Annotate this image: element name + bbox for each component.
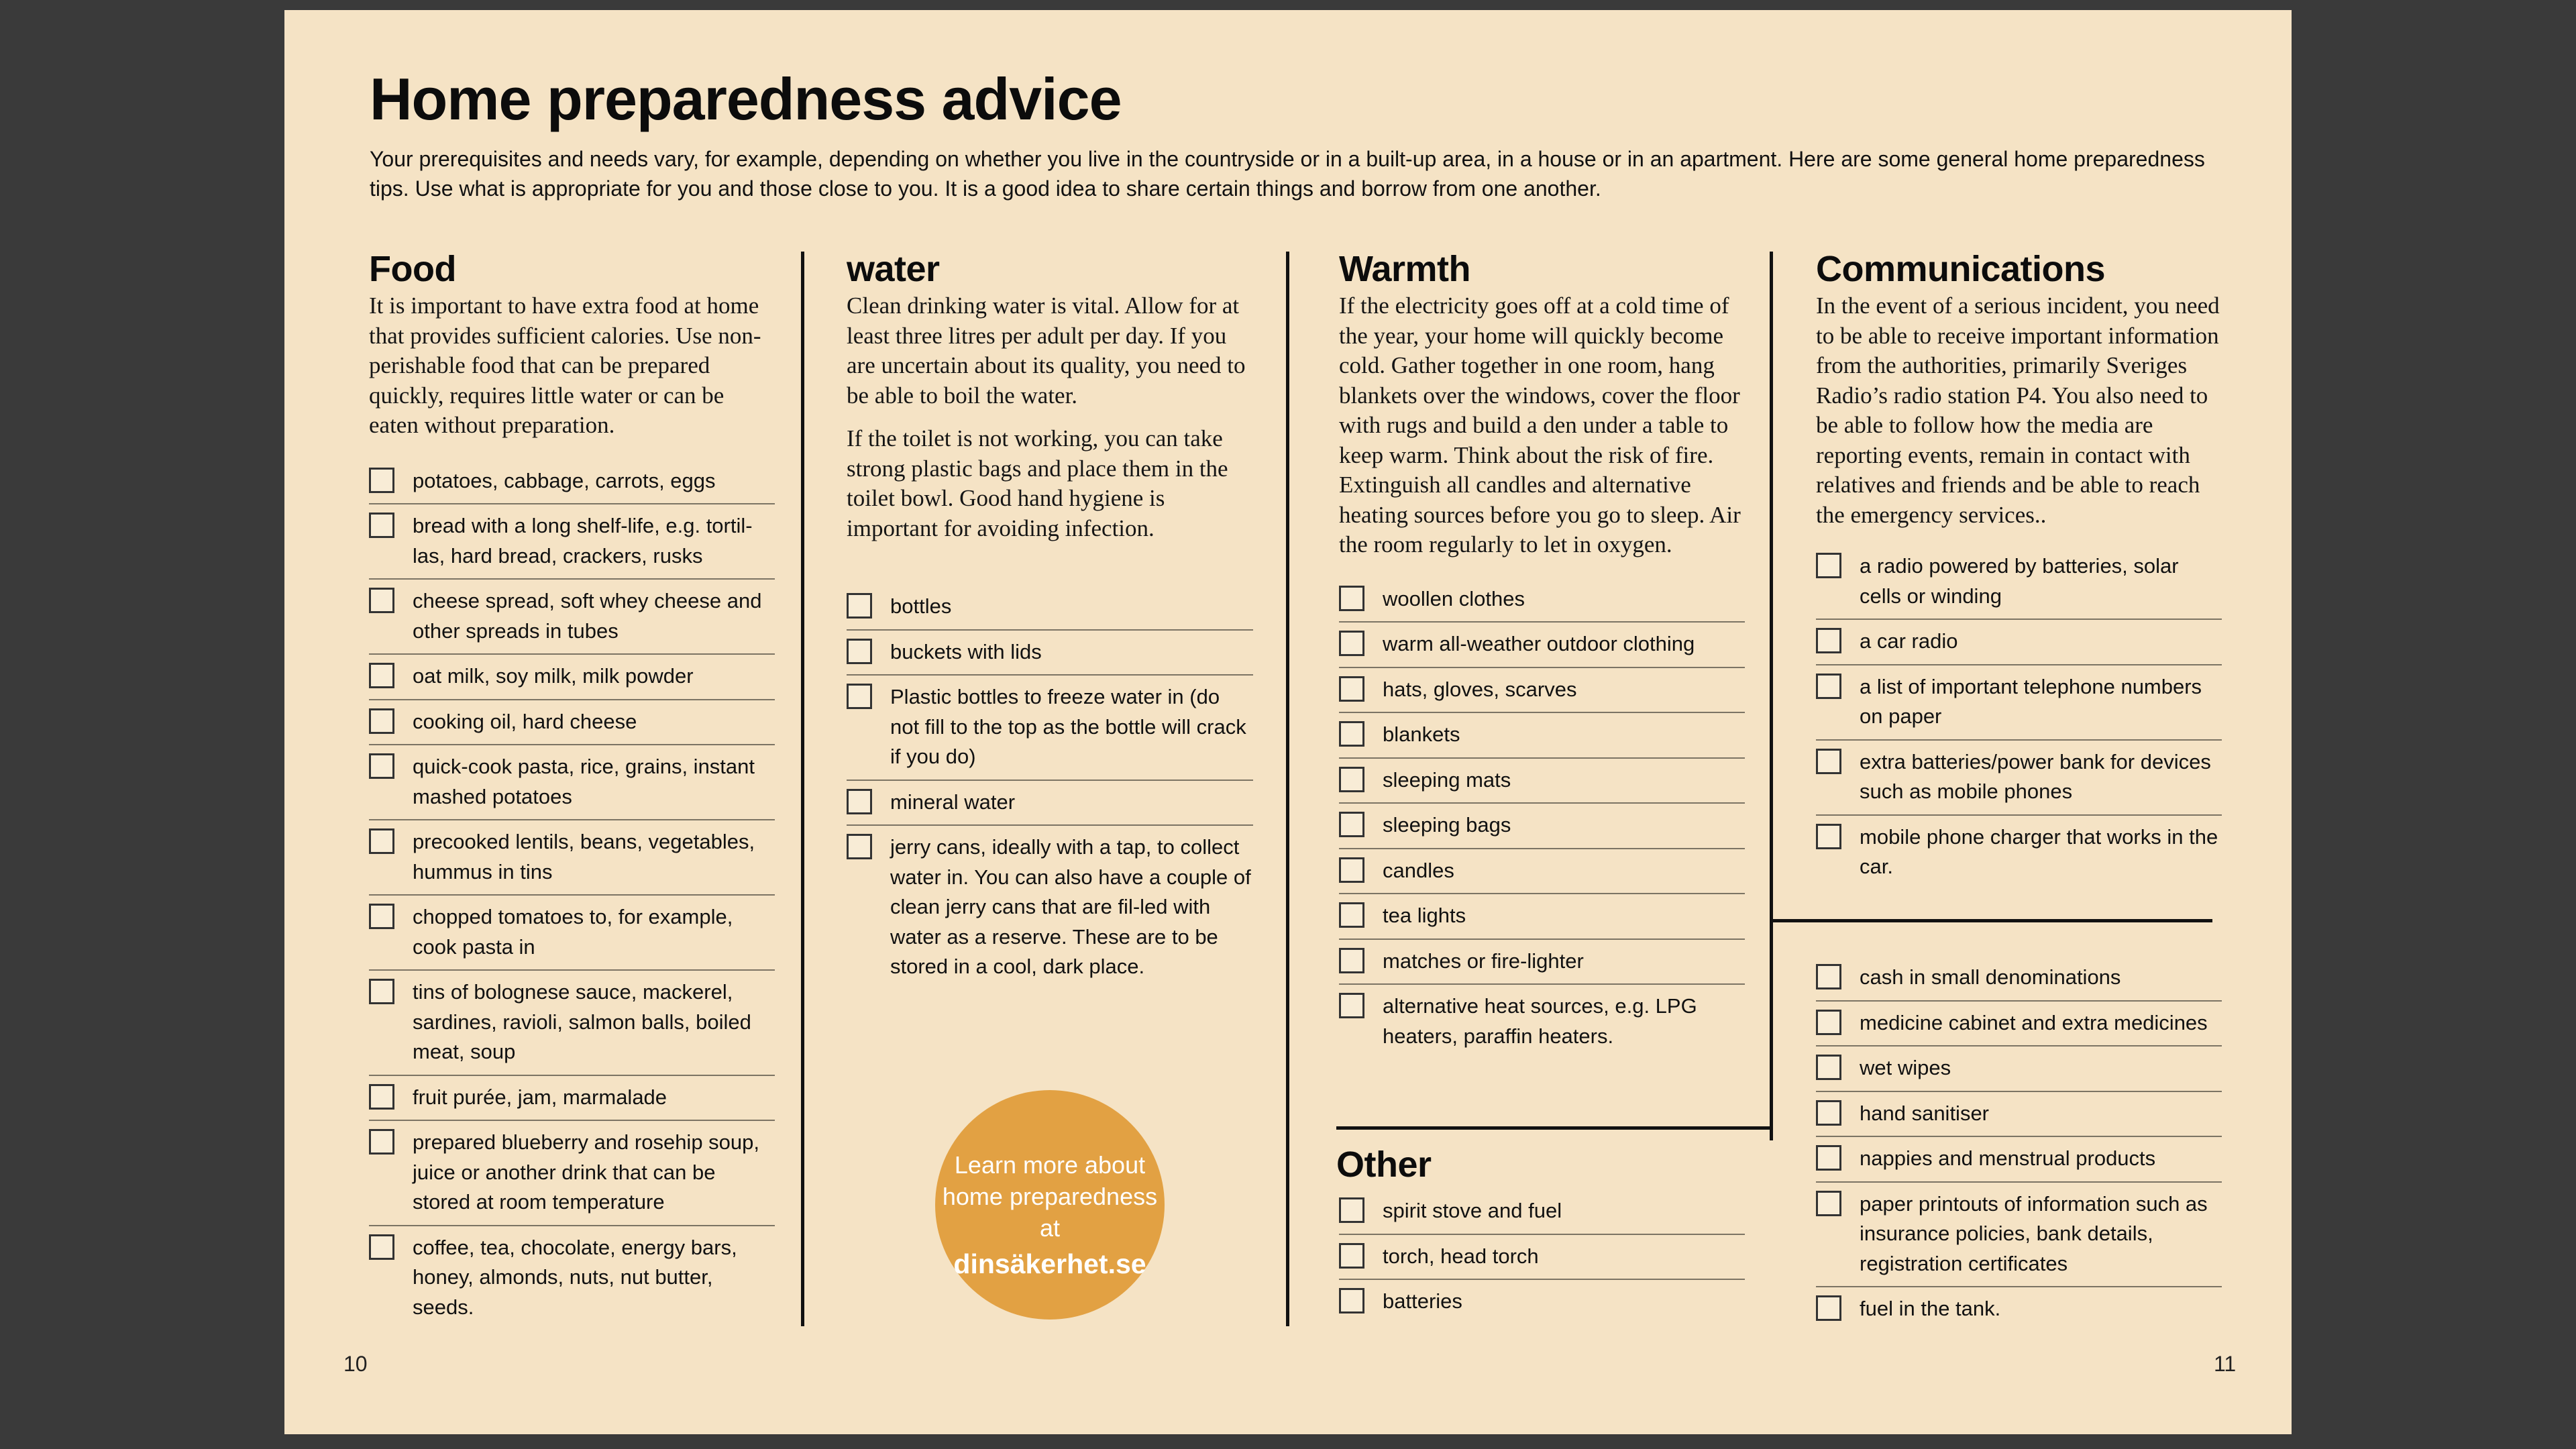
badge-line-1: Learn more about bbox=[954, 1151, 1146, 1179]
checklist-item-label: hats, gloves, scarves bbox=[1383, 677, 1577, 701]
warmth-section bbox=[1339, 248, 1745, 1059]
page-number-left: 10 bbox=[343, 1352, 368, 1376]
checkbox[interactable] bbox=[369, 979, 394, 1004]
checklist-item-label: paper printouts of information such as insurance policies, bank details, registration certificates bbox=[1860, 1191, 2208, 1275]
warmth-text: If the electricity goes off at a cold time of the year, your home will quickly become cold. Gather together in one room, hang blankets over the windows, cover the floor with rugs and build a den under a table to keep warm. Think about the risk of fire. Extinguish all candles and alternative heating sources before you go to sleep. Air the room regularly to let in oxygen. bbox=[1339, 292, 1741, 557]
other-section bbox=[1336, 1144, 1745, 1324]
checklist-item[interactable] bbox=[1816, 741, 2222, 816]
intro-text: Your prerequisites and needs vary, for example, depending on whether you live in the countryside or in a built-up area, in a house or in an apartment. Here are some general home preparedness tips. Use what is appropriate for you and those close to you. It is a good idea to share certain things and borrow from one another. bbox=[370, 147, 2205, 201]
checklist-item[interactable] bbox=[369, 460, 775, 505]
checklist-item[interactable] bbox=[847, 585, 1253, 631]
checklist-item-label: tins of bolognese sauce, mackerel, sardines, ravioli, salmon balls, boiled meat, soup bbox=[413, 980, 751, 1063]
checkbox[interactable] bbox=[1339, 721, 1364, 747]
checkbox[interactable] bbox=[1816, 1191, 1841, 1216]
checklist-item-label: oat milk, soy milk, milk powder bbox=[413, 664, 694, 688]
checklist-item-label: nappies and menstrual products bbox=[1860, 1146, 2156, 1170]
checkbox[interactable] bbox=[847, 834, 872, 859]
checklist-item-label: cooking oil, hard cheese bbox=[413, 709, 637, 733]
checklist-item-label: mobile phone charger that works in the car. bbox=[1860, 824, 2218, 878]
checklist-item-label: torch, head torch bbox=[1383, 1244, 1539, 1268]
checkbox[interactable] bbox=[1339, 857, 1364, 883]
communications-heading: Communications bbox=[1816, 249, 2106, 289]
checkbox[interactable] bbox=[1339, 1288, 1364, 1313]
checkbox[interactable] bbox=[1816, 964, 1841, 989]
checkbox[interactable] bbox=[369, 513, 394, 538]
water-section bbox=[847, 248, 1253, 989]
checklist-item[interactable] bbox=[1816, 1046, 2222, 1092]
other-top-rule bbox=[1336, 1126, 1773, 1130]
checklist-item[interactable] bbox=[847, 826, 1253, 989]
checkbox[interactable] bbox=[1816, 1010, 1841, 1035]
checkbox[interactable] bbox=[1339, 767, 1364, 792]
page-title: Home preparedness advice bbox=[370, 66, 1122, 132]
checklist-item-label: blankets bbox=[1383, 722, 1460, 746]
checkbox[interactable] bbox=[1816, 674, 1841, 699]
checklist-item-label: cash in small denominations bbox=[1860, 965, 2121, 989]
checklist-item-label: extra batteries/power bank for devices such as mobile phones bbox=[1860, 749, 2211, 803]
checklist-item[interactable] bbox=[847, 676, 1253, 781]
checklist-item[interactable] bbox=[1339, 1189, 1745, 1235]
checklist-item-label: fruit purée, jam, marmalade bbox=[413, 1085, 667, 1109]
brochure-spread bbox=[284, 10, 2292, 1434]
checkbox[interactable] bbox=[369, 1234, 394, 1260]
checklist-item[interactable] bbox=[1339, 578, 1745, 623]
checklist-item-label: sleeping mats bbox=[1383, 767, 1511, 792]
checklist-item[interactable] bbox=[369, 896, 775, 971]
checklist-item-label: quick-cook pasta, rice, grains, instant mashed potatoes bbox=[413, 755, 755, 808]
checkbox[interactable] bbox=[1816, 749, 1841, 774]
checklist-item-label: fuel in the tank. bbox=[1860, 1297, 2001, 1320]
checklist-item-label: bread with a long shelf-life, e.g. tortil-las, hard bread, crackers, rusks bbox=[413, 514, 753, 568]
page-number-right: 11 bbox=[2214, 1352, 2237, 1376]
checklist-item[interactable] bbox=[1816, 665, 2222, 741]
food-heading: Food bbox=[369, 249, 456, 289]
misc-section bbox=[1816, 956, 2222, 1332]
checklist-item[interactable] bbox=[1339, 985, 1745, 1059]
column-divider-3 bbox=[1770, 252, 1773, 1140]
checklist-item-label: a car radio bbox=[1860, 629, 1958, 653]
checklist-item[interactable] bbox=[1339, 713, 1745, 759]
checklist-item[interactable] bbox=[369, 1076, 775, 1122]
water-checklist bbox=[847, 585, 1253, 989]
checklist-item-label: woollen clothes bbox=[1383, 586, 1525, 610]
checkbox[interactable] bbox=[1816, 824, 1841, 849]
warmth-heading: Warmth bbox=[1339, 249, 1470, 289]
checklist-item[interactable] bbox=[1339, 668, 1745, 714]
checklist-item-label: hand sanitiser bbox=[1860, 1101, 1990, 1125]
checklist-item-label: potatoes, cabbage, carrots, eggs bbox=[413, 468, 716, 492]
checkbox[interactable] bbox=[847, 684, 872, 709]
checkbox[interactable] bbox=[847, 639, 872, 664]
checkbox[interactable] bbox=[1339, 676, 1364, 702]
learn-more-badge bbox=[935, 1090, 1165, 1320]
checklist-item-label: prepared blueberry and rosehip soup, juice or another drink that can be stored at room temperature bbox=[413, 1130, 760, 1214]
checklist-item[interactable] bbox=[369, 1121, 775, 1226]
checklist-item-label: bottles bbox=[890, 594, 952, 618]
water-text-2: If the toilet is not working, you can take strong plastic bags and place them in the toilet bowl. Good hand hygiene is important for avoiding infection. bbox=[847, 425, 1228, 541]
checklist-item[interactable] bbox=[1816, 1287, 2222, 1332]
checklist-item-label: wet wipes bbox=[1860, 1056, 1951, 1079]
checklist-item[interactable] bbox=[1339, 894, 1745, 940]
communications-checklist bbox=[1816, 545, 2222, 890]
checkbox[interactable] bbox=[847, 593, 872, 619]
food-checklist bbox=[369, 460, 775, 1330]
other-heading: Other bbox=[1336, 1144, 1432, 1185]
checklist-item[interactable] bbox=[1816, 816, 2222, 890]
checkbox[interactable] bbox=[847, 789, 872, 814]
checklist-item[interactable] bbox=[369, 745, 775, 820]
checklist-item[interactable] bbox=[369, 971, 775, 1076]
checklist-item[interactable] bbox=[1339, 940, 1745, 985]
checkbox[interactable] bbox=[1339, 902, 1364, 928]
communications-section bbox=[1816, 248, 2222, 890]
checkbox[interactable] bbox=[369, 828, 394, 854]
checklist-item[interactable] bbox=[1339, 1235, 1745, 1281]
checkbox[interactable] bbox=[1339, 586, 1364, 611]
checklist-item[interactable] bbox=[1339, 804, 1745, 849]
checklist-item-label: buckets with lids bbox=[890, 639, 1042, 663]
checkbox[interactable] bbox=[1339, 631, 1364, 656]
water-heading: water bbox=[847, 249, 940, 289]
checklist-item[interactable] bbox=[1339, 1280, 1745, 1324]
checkbox[interactable] bbox=[1339, 948, 1364, 973]
checkbox[interactable] bbox=[1816, 553, 1841, 578]
checklist-item-label: candles bbox=[1383, 858, 1454, 882]
checklist-item[interactable] bbox=[1816, 620, 2222, 665]
checklist-item[interactable] bbox=[847, 631, 1253, 676]
checklist-item-label: mineral water bbox=[890, 790, 1016, 814]
checklist-item-label: a list of important telephone numbers on paper bbox=[1860, 674, 2202, 728]
column-divider-1 bbox=[801, 252, 804, 1326]
checkbox[interactable] bbox=[369, 1084, 394, 1110]
food-text: It is important to have extra food at home that provides sufficient calories. Use non-perishable food that can be prepared quickly, requires little water or can be eaten without preparation. bbox=[369, 292, 761, 438]
checklist-item[interactable] bbox=[369, 580, 775, 655]
checklist-item[interactable] bbox=[1816, 1002, 2222, 1047]
checklist-item-label: a radio powered by batteries, solar cells or winding bbox=[1860, 554, 2179, 608]
checkbox[interactable] bbox=[1816, 628, 1841, 653]
checklist-item-label: spirit stove and fuel bbox=[1383, 1199, 1562, 1222]
checklist-item-label: alternative heat sources, e.g. LPG heaters, paraffin heaters. bbox=[1383, 994, 1697, 1048]
checkbox[interactable] bbox=[1816, 1145, 1841, 1171]
checklist-item-label: Plastic bottles to freeze water in (do not fill to the top as the bottle will crack if you do) bbox=[890, 685, 1246, 768]
checklist-item-label: jerry cans, ideally with a tap, to collect water in. You can also have a couple of clean jerry cans that are fil-led with water as a reserve. These are to be stored in a cool, dark place. bbox=[890, 835, 1251, 978]
checklist-item[interactable] bbox=[1339, 759, 1745, 804]
checklist-item[interactable] bbox=[847, 781, 1253, 826]
checklist-item[interactable] bbox=[369, 655, 775, 700]
checklist-item-label: medicine cabinet and extra medicines bbox=[1860, 1010, 2208, 1034]
badge-line-2: home preparedness bbox=[942, 1183, 1158, 1210]
checkbox[interactable] bbox=[369, 753, 394, 779]
checkbox[interactable] bbox=[1816, 1055, 1841, 1080]
checklist-item[interactable] bbox=[369, 700, 775, 746]
checklist-item-label: cheese spread, soft whey cheese and other spreads in tubes bbox=[413, 589, 762, 643]
checkbox[interactable] bbox=[1816, 1100, 1841, 1126]
checklist-item-label: batteries bbox=[1383, 1289, 1462, 1313]
checklist-item[interactable] bbox=[1339, 623, 1745, 668]
checklist-item-label: matches or fire-lighter bbox=[1383, 949, 1584, 973]
badge-url: dinsäkerhet.se bbox=[953, 1248, 1146, 1279]
checkbox[interactable] bbox=[1339, 993, 1364, 1018]
water-text-1: Clean drinking water is vital. Allow for at least three litres per adult per day. If you are uncertain about its quality, you need to be able to boil the water. bbox=[847, 292, 1246, 409]
misc-top-rule bbox=[1770, 919, 2212, 922]
checkbox[interactable] bbox=[369, 904, 394, 929]
checkbox[interactable] bbox=[369, 708, 394, 734]
checklist-item[interactable] bbox=[1339, 849, 1745, 895]
checkbox[interactable] bbox=[369, 1129, 394, 1155]
checkbox[interactable] bbox=[369, 468, 394, 493]
checkbox[interactable] bbox=[369, 663, 394, 688]
checklist-item[interactable] bbox=[1816, 545, 2222, 620]
checklist-item[interactable] bbox=[1816, 1183, 2222, 1288]
checkbox[interactable] bbox=[1816, 1295, 1841, 1321]
checklist-item[interactable] bbox=[369, 504, 775, 580]
checklist-item-label: sleeping bags bbox=[1383, 813, 1511, 837]
checklist-item-label: warm all-weather outdoor clothing bbox=[1383, 632, 1695, 655]
checkbox[interactable] bbox=[1339, 1243, 1364, 1269]
column-divider-2 bbox=[1286, 252, 1289, 1326]
checkbox[interactable] bbox=[1339, 1197, 1364, 1223]
warmth-checklist bbox=[1339, 578, 1745, 1059]
badge-line-3: at bbox=[1039, 1214, 1061, 1242]
checklist-item[interactable] bbox=[369, 820, 775, 896]
communications-text: In the event of a serious incident, you need to be able to receive important information from the authorities, primarily Sveriges Radio’s radio station P4. You also need to be able to follow how the media are reporting events, remain in contact with relatives and friends and be able to reach the emergency services.. bbox=[1816, 292, 2220, 528]
checkbox[interactable] bbox=[1339, 812, 1364, 837]
checklist-item[interactable] bbox=[1816, 1137, 2222, 1183]
checklist-item-label: chopped tomatoes to, for example, cook pasta in bbox=[413, 905, 733, 959]
checklist-item-label: tea lights bbox=[1383, 904, 1466, 927]
checkbox[interactable] bbox=[369, 588, 394, 613]
other-checklist bbox=[1339, 1189, 1745, 1324]
checklist-item[interactable] bbox=[1816, 956, 2222, 1002]
checklist-item[interactable] bbox=[369, 1226, 775, 1330]
checklist-item-label: precooked lentils, beans, vegetables, hummus in tins bbox=[413, 830, 755, 883]
misc-checklist bbox=[1816, 956, 2222, 1332]
checklist-item[interactable] bbox=[1816, 1092, 2222, 1138]
checklist-item-label: coffee, tea, chocolate, energy bars, honey, almonds, nuts, nut butter, seeds. bbox=[413, 1235, 737, 1319]
food-section bbox=[369, 248, 775, 1330]
